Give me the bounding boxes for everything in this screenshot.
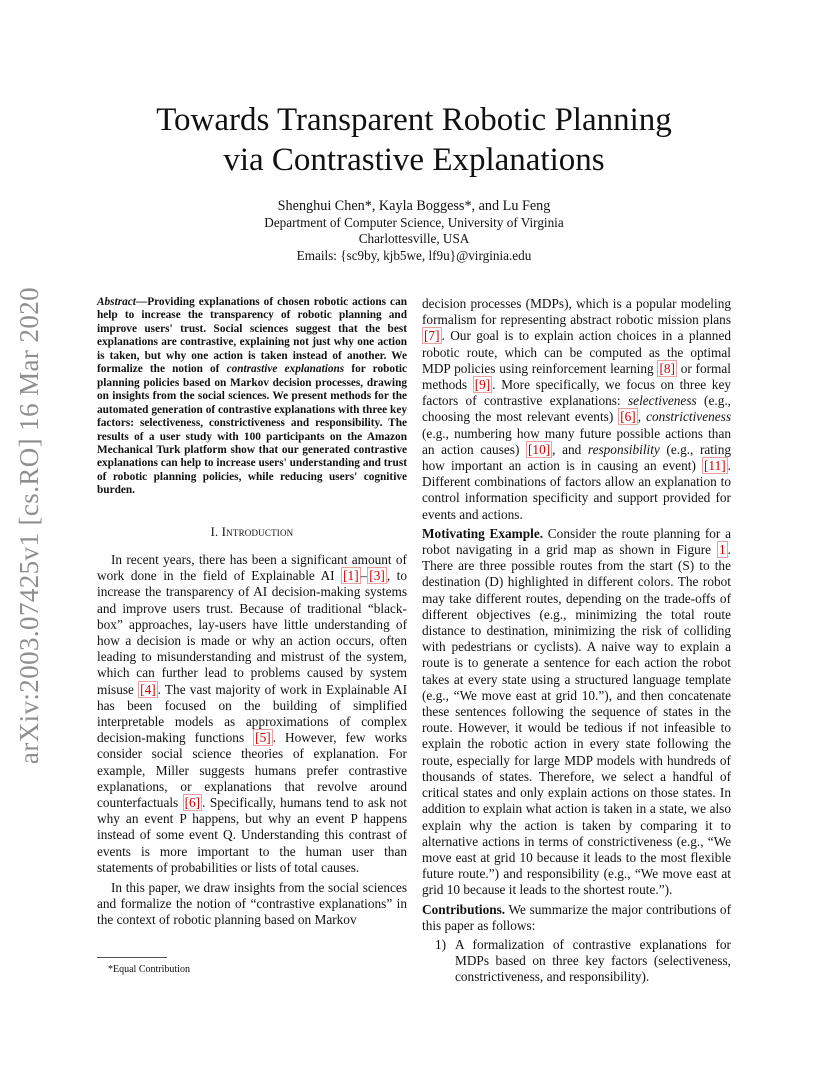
body-text: (e.g., rating how important an action is in causing an event) bbox=[422, 441, 731, 474]
citation-link[interactable]: [4] bbox=[140, 681, 156, 697]
contributions-paragraph bbox=[422, 902, 731, 934]
author-location: Charlottesville, USA bbox=[358, 231, 470, 246]
title-line-1: Towards Transparent Robotic Planning bbox=[156, 102, 672, 138]
footnote: *Equal Contribution bbox=[108, 964, 190, 975]
intro-text: . The vast majority of work in Explainable AI has been focused on the building of simplified interpretable models as approximations of complex decision-making functions bbox=[97, 681, 407, 746]
emphasis-constrictiveness: constrictiveness bbox=[646, 409, 731, 425]
intro-text: . Specifically, humans tend to ask not why an event P happens, but why an event P happens instead of some event Q. Understanding this contrast of events is more important to the human user than statements of probabilities or lists of total causes. bbox=[97, 795, 407, 875]
citation-link[interactable]: [3] bbox=[369, 568, 385, 584]
citation-link[interactable]: [7] bbox=[424, 328, 440, 344]
body-text: . There are three possible routes from the start (S) to the destination (D) highlighted in different colors. The robot may take different routes, depending on the trade-offs of different objectives (e.g., minimizing the total route distance to destination, minimizing the risk of colliding with pedestrians or cyclists). A naive way to explain a route is to generate a sentence for each action the robot takes at every state using a structured language template (e.g., “We move east at grid 10.”), and then concatenate these sentences following the sequence of states in the route. However, it would be tedious if not infeasible to explain the robotic action in every state following the route, especially for large MDP models with hundreds of thousands of states. Therefore, we select a handful of critical states and only explain actions on those states. In addition to explain what action is taken in a state, we also explain why the action is taken by comparing it to alternative actions in terms of constrictiveness (e.g., “We move east at grid 10 because it leads to the most flexible future route.”) and responsibility (e.g., “We move east at grid 10 because it leads to the shortest route.”). bbox=[422, 542, 731, 898]
citation-link[interactable]: [10] bbox=[528, 441, 551, 457]
intro-paragraph-1 bbox=[97, 552, 407, 876]
paper-title bbox=[100, 100, 728, 180]
citation-link[interactable]: [9] bbox=[474, 377, 491, 393]
emphasis-selectiveness: selectiveness bbox=[628, 393, 697, 409]
abstract-text-2: for robotic planning policies based on Markov decision processes, drawing on insights from the social sciences. We present methods for the automated generation of contrastive explanations with three key factors: selectiveness, constrictiveness and responsibility. The results of a user study with 100 participants on the Amazon Mechanical Turk platform show that our generated contrastive explanations can help to increase users' understanding and trust of robotic planning policies, while reducing users' cognitive burden. bbox=[97, 363, 407, 497]
section-number: I. bbox=[210, 524, 219, 539]
intro-text: In recent years, there has been a significant amount of work done in the field of Explainable AI bbox=[97, 552, 407, 584]
right-paragraph-1 bbox=[422, 296, 731, 523]
intro-paragraph-2: In this paper, we draw insights from the social sciences and formalize the notion of “contrastive explanations” in the context of robotic planning based on Markov bbox=[97, 880, 407, 928]
body-text: . More specifically, we focus on three key factors of contrastive explanations: bbox=[422, 377, 732, 409]
motivating-example-paragraph bbox=[422, 526, 731, 899]
contributions-list bbox=[422, 937, 731, 986]
citation-link[interactable]: [5] bbox=[255, 730, 271, 746]
section-title: Introduction bbox=[221, 523, 294, 539]
section-heading-introduction bbox=[97, 524, 407, 540]
body-text: (e.g., numbering how many future possible actions than an action causes) bbox=[422, 425, 731, 457]
body-text: We summarize the major contributions of this paper as follows: bbox=[422, 901, 731, 933]
arxiv-watermark bbox=[6, 286, 54, 764]
abstract-emphasis: contrastive explanations bbox=[226, 363, 345, 376]
arxiv-id: arXiv:2003.07425v1 [cs.RO] 16 Mar 2020 bbox=[14, 286, 45, 764]
author-emails: Emails: {sc9by, kjb5we, lf9u}@virginia.edu bbox=[296, 247, 532, 263]
abstract bbox=[97, 296, 407, 498]
citation-link[interactable]: [8] bbox=[659, 360, 675, 376]
body-text: decision processes (MDPs), which is a popular modeling formalism for representing abstract robotic mission plans bbox=[422, 296, 731, 328]
body-text: Consider the route planning for a robot navigating in a grid map as shown in Figure bbox=[422, 525, 731, 558]
footnote-rule bbox=[97, 957, 167, 958]
left-column bbox=[97, 296, 407, 929]
body-text: , bbox=[637, 409, 647, 425]
citation-link[interactable]: [6] bbox=[184, 795, 201, 811]
list-item-text: A formalization of contrastive explanations for MDPs based on three key factors (selectiveness, constrictiveness, and responsibility). bbox=[455, 936, 731, 985]
abstract-dash: — bbox=[135, 296, 148, 308]
paragraph-heading: Contributions. bbox=[422, 901, 506, 917]
list-item bbox=[435, 936, 731, 986]
body-text: , and bbox=[552, 441, 588, 457]
citation-link[interactable]: [1] bbox=[343, 568, 359, 584]
author-names: Shenghui Chen*, Kayla Boggess*, and Lu Feng bbox=[277, 198, 551, 214]
right-column bbox=[422, 296, 731, 986]
title-line-2: via Contrastive Explanations bbox=[223, 142, 605, 178]
citation-link[interactable]: [6] bbox=[620, 409, 636, 425]
abstract-text-1: Providing explanations of chosen robotic actions can help to increase the transparency of robotic planning and improve users' trust. Social sciences suggest that the best explanations are contrastive, explaining not just why one action is taken, but why one action is taken instead of another. We formalize the notion of bbox=[97, 296, 407, 376]
citation-link[interactable]: [11] bbox=[704, 458, 726, 474]
list-item-number: 1) bbox=[435, 936, 447, 952]
paragraph-heading: Motivating Example. bbox=[422, 525, 544, 541]
body-text: or formal methods bbox=[422, 360, 731, 393]
body-text: (e.g., choosing the most relevant events) bbox=[422, 393, 731, 425]
intro-text: – bbox=[360, 568, 368, 584]
author-block bbox=[100, 198, 728, 264]
author-department: Department of Computer Science, University of Virginia bbox=[264, 214, 564, 230]
body-text: . Our goal is to explain action choices in a planned robotic route, which can be computed as the optimal MDP policies using reinforcement learning bbox=[422, 328, 731, 376]
emphasis-responsibility: responsibility bbox=[587, 441, 660, 457]
body-text: . Different combinations of factors allow an explanation to control information specificity and support provided for events and actions. bbox=[422, 458, 731, 522]
intro-text: . However, few works consider social science theories of explanation. For example, Miller suggests humans prefer contrastive explanations, or explanations that revolve around counterfactuals bbox=[97, 730, 408, 811]
figure-link[interactable]: 1 bbox=[719, 542, 726, 558]
intro-text: , to increase the transparency of AI decision-making systems and improve users trust. Because of traditional “black-box” approaches, lay-users have little understanding of how a decision is made or why an action occurs, often leading to misunderstanding and mistrust of the system, which can further lead to problems caused by system misuse bbox=[97, 568, 407, 697]
abstract-label: Abstract bbox=[97, 296, 136, 308]
